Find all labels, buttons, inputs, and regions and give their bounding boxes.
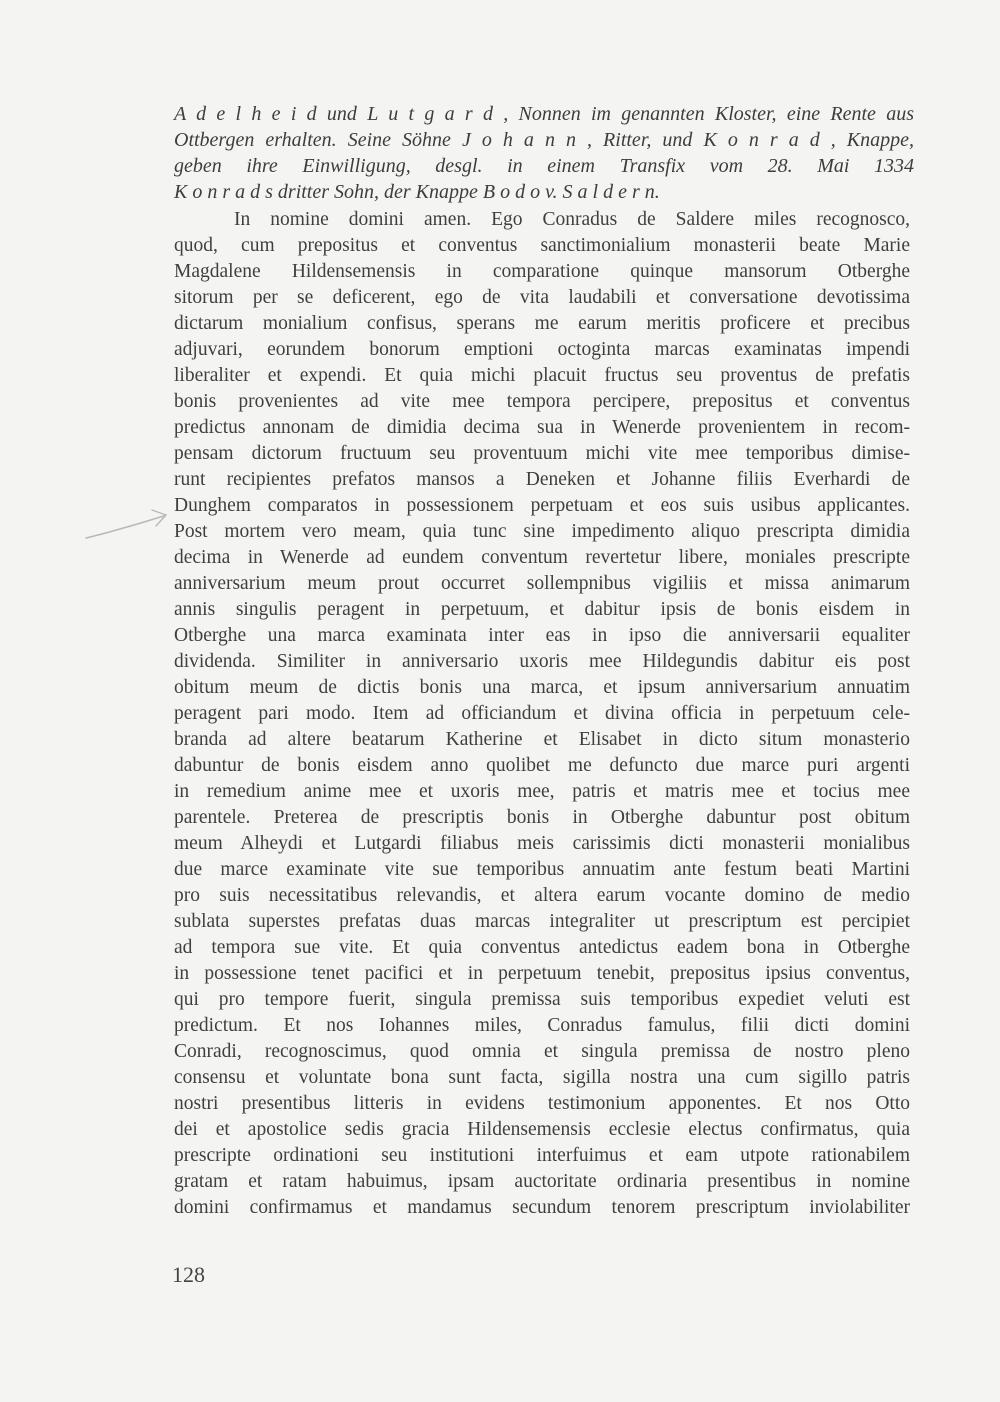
text-line: domini confirmamus et mandamus secundum tenorem prescriptum inviolabiliter [174, 1197, 910, 1218]
text-line: gratam et ratam habuimus, ipsam auctoritate ordinaria presentibus in nomine [174, 1171, 910, 1192]
text-line: runt recipientes prefatos mansos a Deneken et Johanne filiis Everhardi de [174, 469, 910, 490]
text-line: Conradi, recognoscimus, quod omnia et singula premissa de nostro pleno [174, 1041, 910, 1062]
text-line: anniversarium meum prout occurret sollempnibus vigiliis et missa animarum [174, 573, 910, 594]
text-line: dei et apostolice sedis gracia Hildensemensis ecclesie electus confirmatus, quia [174, 1119, 910, 1140]
text-line: prescripte ordinationi seu institutioni interfuimus et eam utpote rationabilem [174, 1145, 910, 1166]
heading-line: A d e l h e i d und L u t g a r d , Nonnen im genannten Kloster, eine Rente aus [174, 103, 914, 125]
text-line: in remedium anime mee et uxoris mee, patris et matris mee et tocius mee [174, 781, 910, 802]
page-number: 128 [172, 1262, 205, 1287]
text-line: parentele. Preterea de prescriptis bonis in Otberghe dabuntur post obitum [174, 807, 910, 828]
text-line: nostri presentibus litteris in evidens testimonium apponentes. Et nos Otto [174, 1093, 910, 1114]
text-line: dictarum monialium confisus, sperans me earum meritis proficere et precibus [174, 313, 910, 334]
text-line: dabuntur de bonis eisdem anno quolibet me defuncto due marce puri argenti [174, 755, 910, 776]
text-line: due marce examinate vite sue temporibus annuatim ante festum beati Martini [174, 859, 910, 880]
text-line: Dunghem comparatos in possessionem perpetuam et eos suis usibus applicantes. [174, 495, 910, 516]
text-line: sublata superstes prefatas duas marcas integraliter ut prescriptum est percipiet [174, 911, 910, 932]
text-line: pro suis necessitatibus relevandis, et altera earum vocante domino de medio [174, 885, 910, 906]
text-line: ad tempora sue vite. Et quia conventus antedictus eadem bona in Otberghe [174, 937, 910, 958]
heading-line: K o n r a d s dritter Sohn, der Knappe B o d o v. S a l d e r n. [174, 181, 660, 203]
text-line: predictum. Et nos Iohannes miles, Conradus famulus, filii dicti domini [174, 1015, 910, 1036]
text-line: bonis provenientes ad vite mee tempora percipere, prepositus et conventus [174, 391, 910, 412]
text-line: decima in Wenerde ad eundem conventum revertetur libere, moniales prescripte [174, 547, 910, 568]
text-line: Magdalene Hildensemensis in comparatione quinque mansorum Otberghe [174, 261, 910, 282]
text-line: pensam dictorum fructuum seu proventuum michi vite mee temporibus dimise- [174, 443, 910, 464]
text-line: Otberghe una marca examinata inter eas in ipso die anniversarii equaliter [174, 625, 910, 646]
heading-line: Ottbergen erhalten. Seine Söhne J o h a n n , Ritter, und K o n r a d , Knappe, [174, 129, 914, 151]
text-line: quod, cum prepositus et conventus sanctimonialium monasterii beate Marie [174, 235, 910, 256]
text-line: predictus annonam de dimidia decima sua in Wenerde provenientem in recom- [174, 417, 910, 438]
text-line: sitorum per se deficerent, ego de vita laudabili et conversatione devotissima [174, 287, 910, 308]
text-line: adjuvari, eorundem bonorum emptioni octoginta marcas examinatas impendi [174, 339, 910, 360]
text-line: branda ad altere beatarum Katherine et Elisabet in dicto situm monasterio [174, 729, 910, 750]
hand-drawn-arrow-icon [82, 504, 172, 548]
text-line: annis singulis peragent in perpetuum, et dabitur ipsis de bonis eisdem in [174, 599, 910, 620]
heading-line: geben ihre Einwilligung, desgl. in einem Transfix vom 28. Mai 1334 [174, 155, 914, 177]
text-line: Post mortem vero meam, quia tunc sine impedimento aliquo prescripta dimidia [174, 521, 910, 542]
text-line: consensu et voluntate bona sunt facta, sigilla nostra una cum sigillo patris [174, 1067, 910, 1088]
text-line: obitum meum de dictis bonis una marca, et ipsum anniversarium annuatim [174, 677, 910, 698]
text-line: In nomine domini amen. Ego Conradus de Saldere miles recognosco, [234, 209, 910, 230]
text-line: in possessione tenet pacifici et in perpetuum tenebit, prepositus ipsius conventus, [174, 963, 910, 984]
text-line: liberaliter et expendi. Et quia michi placuit fructus seu proventus de prefatis [174, 365, 910, 386]
text-line: dividenda. Similiter in anniversario uxoris mee Hildegundis dabitur eis post [174, 651, 910, 672]
text-line: meum Alheydi et Lutgardi filiabus meis carissimis dicti monasterii monialibus [174, 833, 910, 854]
text-line: qui pro tempore fuerit, singula premissa suis temporibus expediet veluti est [174, 989, 910, 1010]
text-line: peragent pari modo. Item ad officiandum et divina officia in perpetuum cele- [174, 703, 910, 724]
